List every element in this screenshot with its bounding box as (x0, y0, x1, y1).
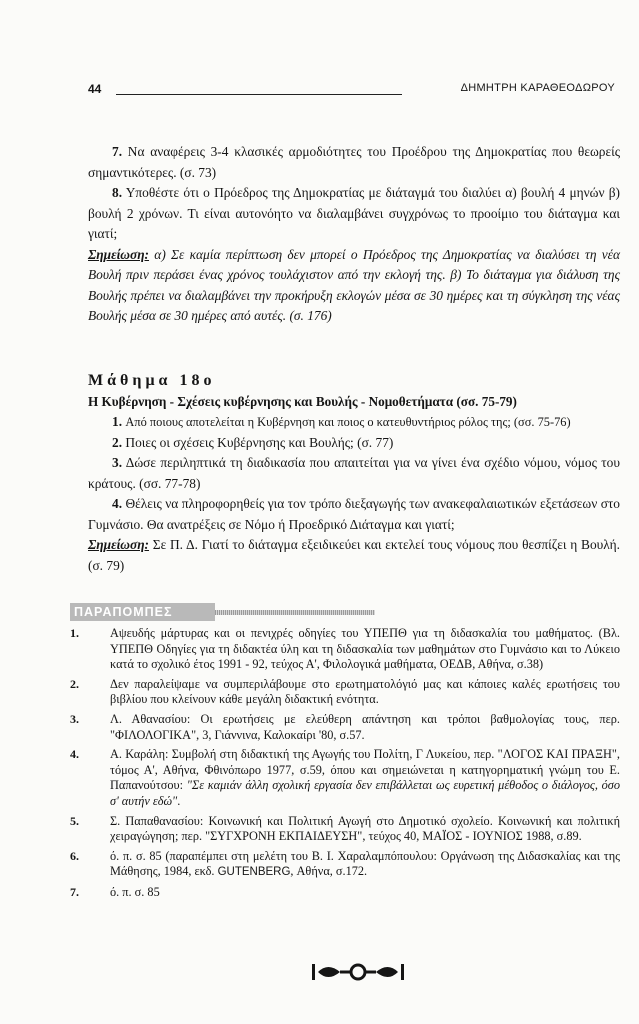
question-number: 8. (112, 185, 123, 200)
reference-number: 4. (70, 747, 79, 762)
reference-text-part: . (177, 793, 181, 808)
reference-item (70, 885, 620, 901)
references-list (70, 626, 620, 905)
reference-item (70, 814, 620, 845)
reference-item (70, 712, 620, 743)
reference-text-part: ό. π. σ. 85 (παραπέμπει στη μελέτη του Β. Ι. Χαραλαμπόπουλου: Οργάνωση της Διδασκαλίας και της Μάθησης, 1984, εκδ. (110, 848, 620, 879)
reference-text-part: , Αθήνα, σ.172. (290, 864, 368, 879)
lesson-block (88, 370, 620, 576)
question-text: Να αναφέρεις 3-4 κλασικές αρμοδιότητες του Προέδρου της Δημοκρατίας που θεωρείς σημαντικότερες. (σ. 73) (88, 144, 620, 180)
question-number: 7. (112, 144, 123, 159)
reference-text: Σ. Παπαθανασίου: Κοινωνική και Πολιτική Αγωγή στο Δημοτικό σχολείο. Κοινωνική και πολιτική χειραγώγηση; περ. "ΣΥΓΧΡΟΝΗ ΕΚΠΑΙΔΕΥΣΗ", τεύχος 40, ΜΑΪΟΣ - ΙΟΥΝΙΟΣ 1988, σ.89. (110, 813, 620, 844)
lesson-title: Μάθημα 18ο (88, 372, 216, 389)
running-title: ΔΗΜΗΤΡΗ ΚΑΡΑΘΕΟΔΩΡΟΥ (460, 82, 615, 94)
reference-text: Λ. Αθανασίου: Οι ερωτήσεις με ελεύθερη απάντηση και τρόποι βαθμολογίας τους, περ. "ΦΙΛΟΛΟΓΙΚΑ", 3, Γιάννινα, Καλοκαίρι '80, σ.57. (110, 711, 620, 742)
question-number: 2. (112, 434, 123, 450)
reference-number: 1. (70, 626, 79, 640)
reference-number: 2. (70, 676, 79, 691)
header-rule (116, 94, 402, 95)
question-number: 1. (112, 414, 123, 429)
question-item (88, 433, 620, 454)
references-heading-rule (215, 610, 375, 615)
reference-item (70, 849, 620, 881)
note-text: α) Σε καμία περίπτωση δεν μπορεί ο Πρόεδρος της Δημοκρατίας να διαλύσει τη νέα Βουλή πριν περάσει ένας χρόνος τουλάχιστον από την εκλογή της. β) Το διάταγμα για διάλυση της Βουλής πρέπει να διαλαμβάνει την προκήρυξη εκλογών μέσα σε 30 ημέρες και τη σύγκληση της νέας Βουλής μέσα σε 30 ημέρες από αυτές. (σ. 176) (88, 246, 620, 323)
decorative-ornament-icon (310, 958, 406, 986)
question-item (88, 183, 620, 245)
reference-text-part: Α. Καράλη: Συμβολή στη διδακτική της Αγωγής του Πολίτη, Γ Λυκείου, περ. "ΛΟΓΟΣ ΚΑΙ ΠΡΑΞΗ", τόμος Α', Αθήνα, Φθινόπωρο 1977, σ.59, όπου και σημειώνεται η κατηγορηματική γνώμη του Ε. Παπανούτσου: (110, 747, 620, 793)
note-paragraph (88, 245, 620, 327)
question-text: Θέλεις να πληροφορηθείς για τον τρόπο διεξαγωγής των ανακεφαλαιωτικών εξετάσεων στο Γυμνάσιο. Θα ανατρέξεις σε Νόμο ή Προεδρικό Διάταγμα και γιατί; (88, 496, 620, 532)
references-heading: ΠΑΡΑΠΟΜΠΕΣ (70, 603, 215, 621)
question-item (88, 142, 620, 183)
reference-number: 3. (70, 711, 79, 726)
question-text: Δώσε περιληπτικά τη διαδικασία που απαιτείται για να γίνει ένα σχέδιο νόμου, νόμος του κράτους. (σσ. 77-78) (88, 455, 620, 491)
publisher-name: GUTENBERG (217, 866, 291, 879)
running-header (88, 82, 615, 104)
note-paragraph (88, 535, 620, 576)
question-number: 4. (112, 496, 123, 511)
question-text: Ποιες οι σχέσεις Κυβέρνησης και Βουλής; (σ. 77) (125, 434, 394, 450)
reference-item (70, 747, 620, 809)
reference-item (70, 626, 620, 673)
reference-text: ό. π. σ. 85 (110, 884, 160, 899)
reference-quote: "Σε καμιάν άλλη σχολική εργασία δεν επιβάλλεται ως ευρετική μέθοδος ο διάλογος, όσο σ' αυτήν εδώ" (110, 778, 620, 808)
reference-item (70, 677, 620, 708)
question-item (88, 494, 620, 535)
reference-text: Αψευδής μάρτυρας και οι πενιχρές οδηγίες του ΥΠΕΠΘ για τη διδασκαλία του μαθήματος. (Βλ. ΥΠΕΠΘ Οδηγίες για τη διδακτέα ύλη και τη διδασκαλία των μαθημάτων στο Γυμνάσιο και το Λύκειο κατά το σχολικό έτος 1991 - 92, τεύχος Α', Φιλολογικά μαθήματα, ΟΕΔΒ, Αθήνα, σ.38) (110, 626, 620, 672)
question-item (88, 453, 620, 494)
reference-text: Δεν παραλείψαμε να συμπεριλάβουμε στο ερωτηματολόγιό μας και κάποιες καλές ερωτήσεις του βιβλίου που κλείνουν κάθε μεγάλη διδακτική ενότητα. (110, 676, 620, 707)
reference-text (110, 747, 620, 809)
question-item (88, 412, 620, 433)
questions-block-top (88, 142, 620, 327)
note-label: Σημείωση: (88, 246, 150, 262)
reference-number: 7. (70, 884, 79, 899)
question-number: 3. (112, 455, 123, 470)
note-label: Σημείωση: (88, 537, 150, 552)
reference-text (110, 849, 620, 881)
note-text: Σε Π. Δ. Γιατί το διάταγμα εξειδικεύει και εκτελεί τους νόμους που θεσπίζει η Βουλή. (σ. 79) (88, 537, 620, 573)
reference-number: 6. (70, 848, 79, 863)
question-text: Από ποιους αποτελείται η Κυβέρνηση και ποιος ο κατευθυντήριος ρόλος της; (σσ. 75-76) (125, 415, 571, 429)
question-text: Υποθέστε ότι ο Πρόεδρος της Δημοκρατίας με διάταγμά του διαλύει α) βουλή 4 μηνών β) βουλή 2 χρόνων. Τι είναι αυτονόητο να διαλαμβάνει συγχρόνως το προοίμιο του διάταγμα και γιατί; (88, 185, 621, 241)
page-number: 44 (88, 82, 102, 96)
reference-number: 5. (70, 813, 79, 828)
lesson-subtitle: Η Κυβέρνηση - Σχέσεις κυβέρνησης και Βουλής - Νομοθετήματα (σσ. 75-79) (88, 394, 517, 409)
